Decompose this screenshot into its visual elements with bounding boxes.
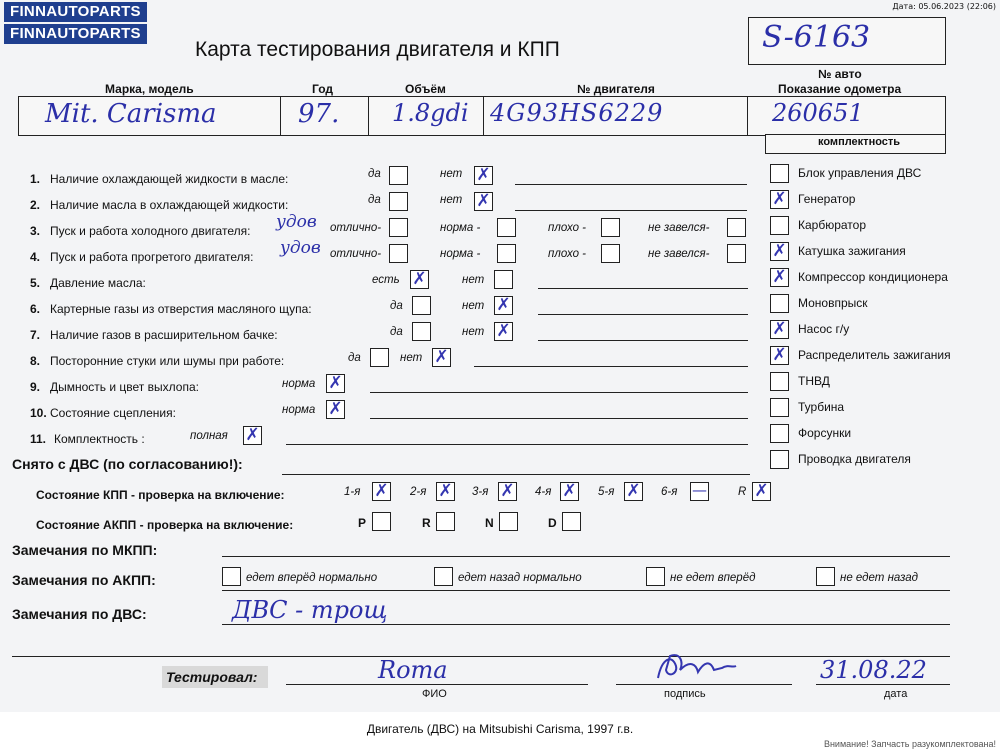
check-3-label: Пуск и работа холодного двигателя: bbox=[50, 224, 251, 238]
tester-name-value: Roma bbox=[378, 656, 448, 684]
check-1-num: 1. bbox=[30, 172, 41, 186]
kit-item-4-label: Катушка зажигания bbox=[798, 244, 906, 258]
mkpp-notes-label: Замечания по МКПП: bbox=[12, 542, 158, 558]
kit-item-3-box[interactable] bbox=[770, 216, 789, 235]
check-8-line bbox=[474, 366, 748, 367]
check-11-full-mark: ✗ bbox=[245, 425, 260, 445]
removed-section-label: Снято с ДВС (по согласованию!): bbox=[12, 456, 243, 472]
gear-r-mark: ✗ bbox=[754, 481, 769, 501]
check-2-no-label: нет bbox=[440, 194, 463, 206]
akpp-n-box[interactable] bbox=[499, 512, 518, 531]
kit-item-5-mark: ✗ bbox=[772, 267, 787, 287]
check-2-yes-box[interactable] bbox=[389, 192, 408, 211]
engine-no-label: № двигателя bbox=[577, 82, 655, 96]
check-5-num: 5. bbox=[30, 276, 41, 290]
check-1-no-label: нет bbox=[440, 168, 463, 180]
akpp-opt-1-label: едет вперёд нормально bbox=[246, 572, 378, 584]
signature-mark bbox=[650, 648, 740, 688]
kit-item-9-label: ТНВД bbox=[798, 374, 830, 388]
check-5-line bbox=[538, 288, 748, 289]
check-3-normal-label: норма - bbox=[440, 222, 481, 234]
check-8-label: Посторонние стуки или шумы при работе: bbox=[50, 354, 285, 368]
logo-line-2: FINNAUTOPARTS bbox=[4, 24, 147, 44]
check-2-yes-label: да bbox=[368, 194, 381, 206]
kit-item-2-mark: ✗ bbox=[772, 189, 787, 209]
gear-5-label: 5-я bbox=[598, 486, 615, 498]
odometer-label: Показание одометра bbox=[778, 82, 902, 96]
check-6-label: Картерные газы из отверстия масляного щупа: bbox=[50, 302, 312, 316]
akpp-opt-4-label: не едет назад bbox=[840, 572, 919, 584]
check-10-normal-label: норма bbox=[282, 404, 316, 416]
check-7-no-mark: ✗ bbox=[496, 321, 511, 341]
kit-item-1-label: Блок управления ДВС bbox=[798, 166, 922, 180]
volume-label: Объём bbox=[405, 82, 446, 96]
akpp-opt-3-box[interactable] bbox=[646, 567, 665, 586]
check-3-not-started-box[interactable] bbox=[727, 218, 746, 237]
check-1-line bbox=[515, 184, 747, 185]
check-3-not-started-label: не завелся- bbox=[648, 222, 710, 234]
gear-5-mark: ✗ bbox=[626, 481, 641, 501]
signature-line bbox=[616, 684, 792, 685]
check-5-no-label: нет bbox=[462, 274, 485, 286]
form-title: Карта тестирования двигателя и КПП bbox=[195, 38, 560, 61]
gear-r-label: R bbox=[738, 486, 747, 498]
check-4-normal-label: норма - bbox=[440, 248, 481, 260]
akpp-opt-1-box[interactable] bbox=[222, 567, 241, 586]
check-5-no-box[interactable] bbox=[494, 270, 513, 289]
check-8-num: 8. bbox=[30, 354, 41, 368]
kit-item-10-label: Турбина bbox=[798, 400, 845, 414]
check-8-no-mark: ✗ bbox=[434, 347, 449, 367]
check-11-num: 11. bbox=[30, 432, 47, 446]
tester-name-line bbox=[286, 684, 588, 685]
gear-2-mark: ✗ bbox=[438, 481, 453, 501]
check-7-yes-label: да bbox=[390, 326, 403, 338]
kit-item-3-label: Карбюратор bbox=[798, 218, 867, 232]
check-2-label: Наличие масла в охлаждающей жидкости: bbox=[50, 198, 289, 212]
check-7-num: 7. bbox=[30, 328, 41, 342]
check-2-num: 2. bbox=[30, 198, 41, 212]
akpp-p-label: P bbox=[358, 516, 367, 530]
logo-line-1: FINNAUTOPARTS bbox=[4, 2, 147, 22]
engine-no-value: 4G93HS6229 bbox=[490, 99, 664, 127]
check-4-bad-box[interactable] bbox=[601, 244, 620, 263]
check-1-label: Наличие охлаждающей жидкости в масле: bbox=[50, 172, 289, 186]
check-10-normal-mark: ✗ bbox=[328, 399, 343, 419]
signature-label: подпись bbox=[664, 688, 706, 700]
check-9-num: 9. bbox=[30, 380, 41, 394]
gear-3-mark: ✗ bbox=[500, 481, 515, 501]
kit-item-8-label: Распределитель зажигания bbox=[798, 348, 951, 362]
check-3-bad-box[interactable] bbox=[601, 218, 620, 237]
date-stamp: Дата: 05.06.2023 (22:06) bbox=[892, 2, 996, 11]
check-3-note: удов bbox=[276, 212, 317, 232]
kit-item-12-box[interactable] bbox=[770, 450, 789, 469]
akpp-state-label: Состояние АКПП - проверка на включение: bbox=[36, 518, 294, 532]
gear-6-dash-mark: — bbox=[692, 481, 707, 499]
mkpp-notes-line bbox=[222, 556, 950, 557]
check-3-excellent-label: отлично- bbox=[330, 222, 382, 234]
make-model-label: Марка, модель bbox=[105, 82, 194, 96]
check-8-yes-box[interactable] bbox=[370, 348, 389, 367]
check-9-label: Дымность и цвет выхлопа: bbox=[50, 380, 199, 394]
check-2-line bbox=[515, 210, 747, 211]
akpp-n-label: N bbox=[485, 516, 494, 530]
akpp-opt-4-box[interactable] bbox=[816, 567, 835, 586]
gear-1-mark: ✗ bbox=[374, 481, 389, 501]
check-6-no-label: нет bbox=[462, 300, 485, 312]
mkpp-state-label: Состояние КПП - проверка на включение: bbox=[36, 488, 285, 502]
gear-2-label: 2-я bbox=[410, 486, 427, 498]
kit-item-1-box[interactable] bbox=[770, 164, 789, 183]
kit-item-7-mark: ✗ bbox=[772, 319, 787, 339]
akpp-p-box[interactable] bbox=[372, 512, 391, 531]
gear-4-label: 4-я bbox=[535, 486, 552, 498]
check-8-no-label: нет bbox=[400, 352, 423, 364]
volume-value: 1.8gdi bbox=[392, 99, 469, 127]
check-4-num: 4. bbox=[30, 250, 41, 264]
record-id-value: S-6163 bbox=[762, 20, 871, 55]
check-10-num: 10. bbox=[30, 406, 47, 420]
kit-item-11-box[interactable] bbox=[770, 424, 789, 443]
check-11-line bbox=[286, 444, 748, 445]
akpp-notes-line bbox=[222, 590, 950, 591]
odometer-value: 260651 bbox=[772, 99, 864, 127]
check-1-yes-box[interactable] bbox=[389, 166, 408, 185]
check-3-normal-box[interactable] bbox=[497, 218, 516, 237]
kit-item-5-label: Компрессор кондиционера bbox=[798, 270, 948, 284]
year-label: Год bbox=[312, 82, 333, 96]
check-11-label: Комплектность : bbox=[54, 432, 145, 446]
engine-notes-value: ДВС - трощ bbox=[232, 596, 388, 624]
kit-item-4-mark: ✗ bbox=[772, 241, 787, 261]
kit-item-11-label: Форсунки bbox=[798, 426, 852, 440]
check-6-yes-label: да bbox=[390, 300, 403, 312]
check-4-note: удов bbox=[280, 238, 321, 258]
akpp-opt-2-box[interactable] bbox=[434, 567, 453, 586]
akpp-d-label: D bbox=[548, 516, 557, 530]
check-6-num: 6. bbox=[30, 302, 41, 316]
kit-item-7-label: Насос г/у bbox=[798, 322, 850, 336]
make-model-value: Mit. Carisma bbox=[45, 99, 217, 129]
akpp-r-label: R bbox=[422, 516, 431, 530]
check-6-yes-box[interactable] bbox=[412, 296, 431, 315]
check-9-normal-label: норма bbox=[282, 378, 316, 390]
check-2-no-mark: ✗ bbox=[476, 191, 491, 211]
check-7-line bbox=[538, 340, 748, 341]
check-10-line bbox=[370, 418, 748, 419]
fio-label: ФИО bbox=[422, 688, 447, 700]
check-4-label: Пуск и работа прогретого двигателя: bbox=[50, 250, 254, 264]
check-3-bad-label: плохо - bbox=[548, 222, 586, 234]
removed-line bbox=[282, 474, 750, 475]
check-11-full-label: полная bbox=[190, 430, 228, 442]
check-1-yes-label: да bbox=[368, 168, 381, 180]
completeness-label: комплектность bbox=[818, 136, 901, 148]
kit-item-8-mark: ✗ bbox=[772, 345, 787, 365]
footer-note: Внимание! Запчасть разукомплектована! bbox=[823, 739, 996, 749]
auto-no-label: № авто bbox=[818, 67, 862, 81]
gear-3-label: 3-я bbox=[472, 486, 489, 498]
image-caption: Двигатель (ДВС) на Mitsubishi Carisma, 1997 г.в. bbox=[366, 722, 634, 736]
gear-6-label: 6-я bbox=[661, 486, 678, 498]
akpp-opt-2-label: едет назад нормально bbox=[458, 572, 582, 584]
akpp-notes-label: Замечания по АКПП: bbox=[12, 572, 156, 588]
gear-1-label: 1-я bbox=[344, 486, 361, 498]
kit-item-10-box[interactable] bbox=[770, 398, 789, 417]
kit-item-6-box[interactable] bbox=[770, 294, 789, 313]
engine-notes-label: Замечания по ДВС: bbox=[12, 606, 147, 622]
check-4-excellent-label: отлично- bbox=[330, 248, 382, 260]
check-9-normal-mark: ✗ bbox=[328, 373, 343, 393]
date-line bbox=[816, 684, 950, 685]
date-label: дата bbox=[884, 688, 908, 700]
check-5-present-mark: ✗ bbox=[412, 269, 427, 289]
check-8-yes-label: да bbox=[348, 352, 361, 364]
check-4-excellent-box[interactable] bbox=[389, 244, 408, 263]
check-3-num: 3. bbox=[30, 224, 41, 238]
check-1-no-mark: ✗ bbox=[476, 165, 491, 185]
gear-4-mark: ✗ bbox=[562, 481, 577, 501]
kit-item-2-label: Генератор bbox=[798, 192, 856, 206]
date-value: 31.08.22 bbox=[820, 656, 927, 684]
akpp-d-box[interactable] bbox=[562, 512, 581, 531]
check-10-label: Состояние сцепления: bbox=[50, 406, 176, 420]
year-value: 97. bbox=[298, 99, 340, 129]
check-4-bad-label: плохо - bbox=[548, 248, 586, 260]
kit-item-12-label: Проводка двигателя bbox=[798, 452, 911, 466]
kit-item-9-box[interactable] bbox=[770, 372, 789, 391]
notes-extra-line bbox=[12, 656, 950, 657]
akpp-r-box[interactable] bbox=[436, 512, 455, 531]
check-4-normal-box[interactable] bbox=[497, 244, 516, 263]
engine-notes-line bbox=[222, 624, 950, 625]
check-4-not-started-box[interactable] bbox=[727, 244, 746, 263]
check-5-present-label: есть bbox=[372, 274, 400, 286]
check-7-yes-box[interactable] bbox=[412, 322, 431, 341]
kit-item-6-label: Моновпрыск bbox=[798, 296, 868, 310]
check-9-line bbox=[370, 392, 748, 393]
check-7-no-label: нет bbox=[462, 326, 485, 338]
check-6-line bbox=[538, 314, 748, 315]
akpp-opt-3-label: не едет вперёд bbox=[670, 572, 756, 584]
check-7-label: Наличие газов в расширительном бачке: bbox=[50, 328, 278, 342]
tested-by-label: Тестировал: bbox=[166, 669, 258, 685]
check-3-excellent-box[interactable] bbox=[389, 218, 408, 237]
check-4-not-started-label: не завелся- bbox=[648, 248, 710, 260]
check-5-label: Давление масла: bbox=[50, 276, 146, 290]
check-6-no-mark: ✗ bbox=[496, 295, 511, 315]
